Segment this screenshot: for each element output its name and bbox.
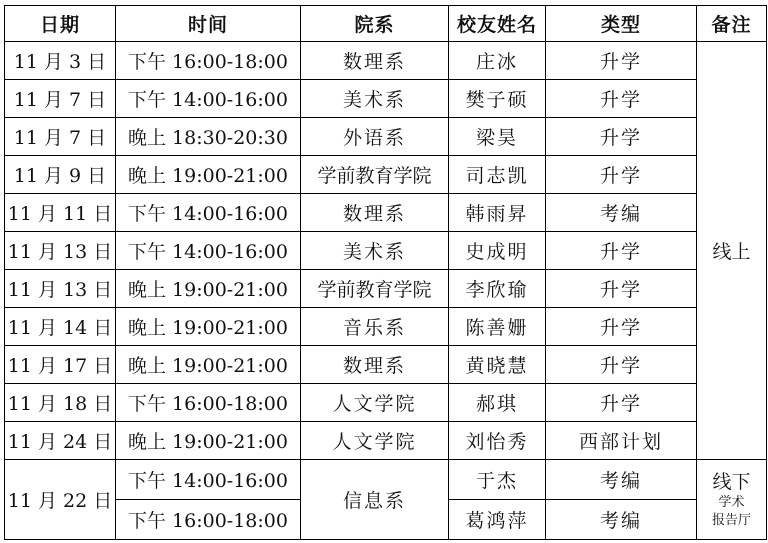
time-cell: 晚上 19:00-21:00 <box>116 156 301 194</box>
date-cell: 11 月 18 日 <box>5 384 116 422</box>
alumni-name-cell: 史成明 <box>449 232 546 270</box>
type-cell: 考编 <box>546 460 697 500</box>
table-row <box>5 194 767 232</box>
alumni-name-cell: 庄冰 <box>449 42 546 80</box>
table-row <box>5 308 767 346</box>
time-cell: 下午 16:00-18:00 <box>116 384 301 422</box>
department-cell: 音乐系 <box>301 308 449 346</box>
time-cell: 下午 14:00-16:00 <box>116 194 301 232</box>
time-cell: 晚上 19:00-21:00 <box>116 346 301 384</box>
department-cell: 数理系 <box>301 346 449 384</box>
header-row <box>5 6 767 42</box>
table-row <box>5 232 767 270</box>
table-row <box>5 80 767 118</box>
alumni-name-cell: 韩雨昇 <box>449 194 546 232</box>
type-cell: 升学 <box>546 156 697 194</box>
type-cell: 升学 <box>546 232 697 270</box>
type-cell: 升学 <box>546 346 697 384</box>
date-cell: 11 月 22 日 <box>5 460 116 540</box>
type-cell: 升学 <box>546 384 697 422</box>
department-cell: 外语系 <box>301 118 449 156</box>
table-row <box>5 156 767 194</box>
alumni-name-cell: 郝琪 <box>449 384 546 422</box>
alumni-name-cell: 李欣瑜 <box>449 270 546 308</box>
type-cell: 升学 <box>546 42 697 80</box>
table-row <box>5 346 767 384</box>
table-row <box>5 42 767 80</box>
table-row <box>5 460 767 500</box>
lecture-schedule-table <box>4 5 767 540</box>
online-note-cell: 线上 <box>697 42 767 460</box>
table-row <box>5 384 767 422</box>
department-cell: 美术系 <box>301 232 449 270</box>
type-cell: 升学 <box>546 270 697 308</box>
venue-note: 学术 报告厅 <box>711 494 751 528</box>
header-type: 类型 <box>546 6 697 42</box>
alumni-name-cell: 梁昊 <box>449 118 546 156</box>
time-cell: 晚上 19:00-21:00 <box>116 270 301 308</box>
time-cell: 晚上 19:00-21:00 <box>116 422 301 460</box>
time-cell: 下午 16:00-18:00 <box>116 500 301 540</box>
alumni-name-cell: 司志凯 <box>449 156 546 194</box>
time-cell: 晚上 19:00-21:00 <box>116 308 301 346</box>
type-cell: 升学 <box>546 308 697 346</box>
date-cell: 11 月 7 日 <box>5 80 116 118</box>
header-time: 时间 <box>116 6 301 42</box>
department-cell: 数理系 <box>301 42 449 80</box>
offline-note: 线下 <box>712 470 751 493</box>
table-row <box>5 270 767 308</box>
date-cell: 11 月 11 日 <box>5 194 116 232</box>
date-cell: 11 月 14 日 <box>5 308 116 346</box>
type-cell: 西部计划 <box>546 422 697 460</box>
department-cell: 学前教育学院 <box>301 156 449 194</box>
table-row <box>5 422 767 460</box>
offline-note-cell <box>697 460 767 540</box>
alumni-name-cell: 樊子硕 <box>449 80 546 118</box>
time-cell: 下午 14:00-16:00 <box>116 80 301 118</box>
date-cell: 11 月 13 日 <box>5 232 116 270</box>
alumni-name-cell: 葛鸿萍 <box>449 500 546 540</box>
date-cell: 11 月 17 日 <box>5 346 116 384</box>
header-department: 院系 <box>301 6 449 42</box>
type-cell: 升学 <box>546 80 697 118</box>
date-cell: 11 月 24 日 <box>5 422 116 460</box>
alumni-name-cell: 于杰 <box>449 460 546 500</box>
type-cell: 升学 <box>546 118 697 156</box>
time-cell: 下午 16:00-18:00 <box>116 42 301 80</box>
alumni-name-cell: 陈善姗 <box>449 308 546 346</box>
type-cell: 考编 <box>546 500 697 540</box>
header-alumni-name: 校友姓名 <box>449 6 546 42</box>
table-row <box>5 118 767 156</box>
date-cell: 11 月 13 日 <box>5 270 116 308</box>
time-cell: 晚上 18:30-20:30 <box>116 118 301 156</box>
header-date: 日期 <box>5 6 116 42</box>
department-cell: 美术系 <box>301 80 449 118</box>
date-cell: 11 月 7 日 <box>5 118 116 156</box>
date-cell: 11 月 9 日 <box>5 156 116 194</box>
alumni-name-cell: 刘怡秀 <box>449 422 546 460</box>
time-cell: 下午 14:00-16:00 <box>116 460 301 500</box>
header-note: 备注 <box>697 6 767 42</box>
time-cell: 下午 14:00-16:00 <box>116 232 301 270</box>
department-cell: 人文学院 <box>301 384 449 422</box>
alumni-name-cell: 黄晓慧 <box>449 346 546 384</box>
type-cell: 考编 <box>546 194 697 232</box>
department-cell: 数理系 <box>301 194 449 232</box>
department-cell: 学前教育学院 <box>301 270 449 308</box>
department-cell: 信息系 <box>301 460 449 540</box>
department-cell: 人文学院 <box>301 422 449 460</box>
date-cell: 11 月 3 日 <box>5 42 116 80</box>
